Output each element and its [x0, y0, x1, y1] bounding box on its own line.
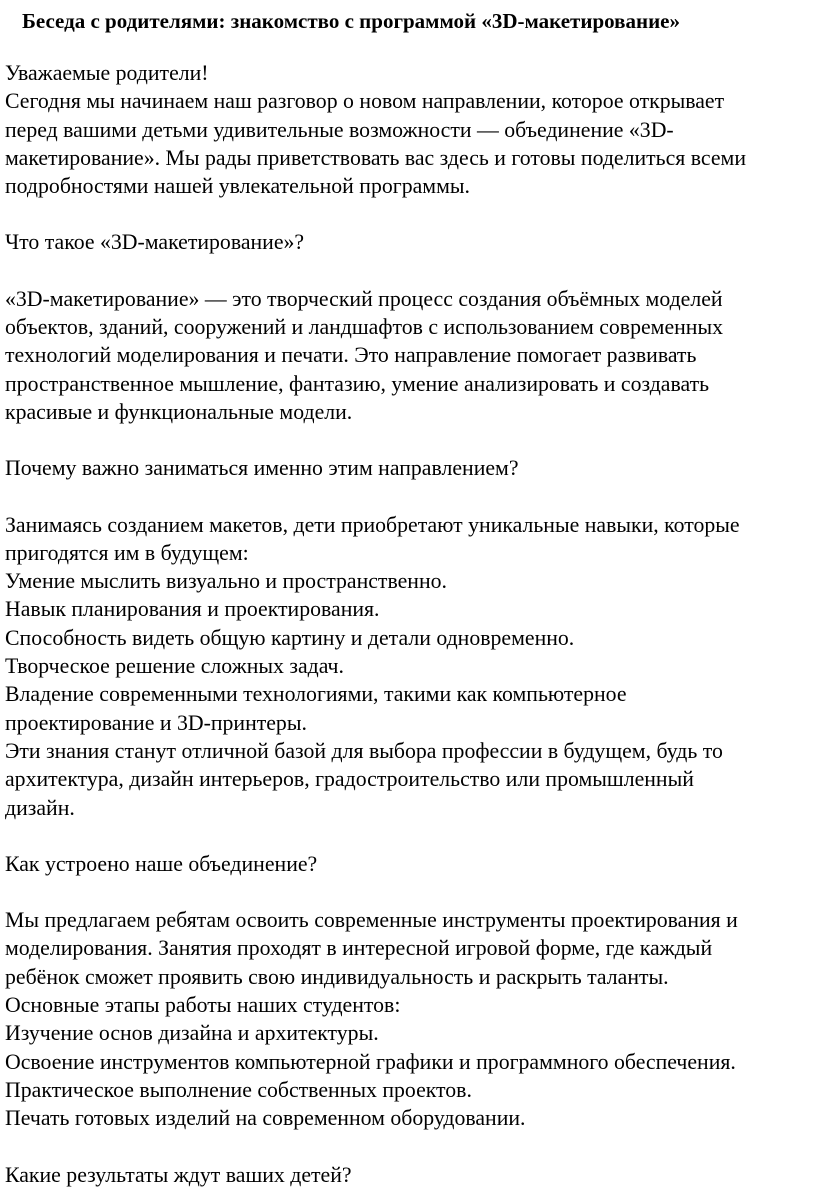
list-item: Умение мыслить визуально и пространственно.: [5, 569, 447, 594]
text-line: Сегодня мы начинаем наш разговор о новом направлении, которое открывает: [5, 89, 725, 114]
list-item: Владение современными технологиями, такими как компьютерное: [5, 682, 627, 707]
answer-what-is: [5, 285, 816, 426]
text-line: красивые и функциональные модели.: [5, 399, 353, 424]
list-item: Способность видеть общую картину и детали одновременно.: [5, 625, 575, 650]
list-item: Практическое выполнение собственных проектов.: [5, 1077, 472, 1102]
section-heading-results: [5, 1161, 816, 1189]
text-line: Мы предлагаем ребятам освоить современные инструменты проектирования и: [5, 908, 738, 933]
list-item: Творческое решение сложных задач.: [5, 654, 344, 679]
text-line: Как устроено наше объединение?: [5, 851, 318, 876]
text-line: проектирование и 3D-принтеры.: [5, 710, 307, 735]
text-line: технологий моделирования и печати. Это направление помогает развивать: [5, 343, 697, 368]
answer-why: [5, 511, 816, 822]
text-line: «3D-макетирование» — это творческий процесс создания объёмных моделей: [5, 286, 723, 311]
intro-paragraph: [5, 59, 816, 200]
text-line: дизайн.: [5, 795, 75, 820]
text-line: перед вашими детьми удивительные возможности — объединение «3D-: [5, 117, 674, 142]
text-line: подробностями нашей увлекательной программы.: [5, 174, 470, 199]
text-line: Почему важно заниматься именно этим направлением?: [5, 456, 519, 481]
text-line: пространственное мышление, фантазию, умение анализировать и создавать: [5, 371, 710, 396]
text-line: Занимаясь созданием макетов, дети приобретают уникальные навыки, которые: [5, 512, 740, 537]
text-line: моделирования. Занятия проходят в интересной игровой форме, где каждый: [5, 936, 713, 961]
text-line: Уважаемые родители!: [5, 61, 209, 85]
text-line: макетирование». Мы рады приветствовать вас здесь и готовы поделиться всеми: [5, 145, 746, 170]
text-line: ребёнок сможет проявить свою индивидуальность и раскрыть таланты.: [5, 964, 669, 989]
text-line: пригодятся им в будущем:: [5, 540, 249, 565]
document-page: [0, 9, 816, 1189]
section-heading-what-is: [5, 228, 816, 256]
text-line: Основные этапы работы наших студентов:: [5, 993, 401, 1018]
text-line: Эти знания станут отличной базой для выбора профессии в будущем, будь то: [5, 738, 723, 763]
text-line: Какие результаты ждут ваших детей?: [5, 1162, 352, 1187]
list-item: Навык планирования и проектирования.: [5, 597, 380, 622]
list-item: Изучение основ дизайна и архитектуры.: [5, 1021, 379, 1046]
section-heading-why: [5, 454, 816, 482]
text-line: объектов, зданий, сооружений и ландшафтов с использованием современных: [5, 315, 723, 340]
document-title: Беседа с родителями: знакомство с программой «3D-макетирование»: [22, 9, 680, 33]
answer-structure: [5, 906, 816, 1132]
list-item: Освоение инструментов компьютерной графики и программного обеспечения.: [5, 1049, 736, 1074]
text-line: архитектура, дизайн интерьеров, градостроительство или промышленный: [5, 767, 694, 792]
list-item: Печать готовых изделий на современном оборудовании.: [5, 1106, 526, 1131]
section-heading-structure: [5, 850, 816, 878]
text-line: Что такое «3D-макетирование»?: [5, 230, 305, 255]
